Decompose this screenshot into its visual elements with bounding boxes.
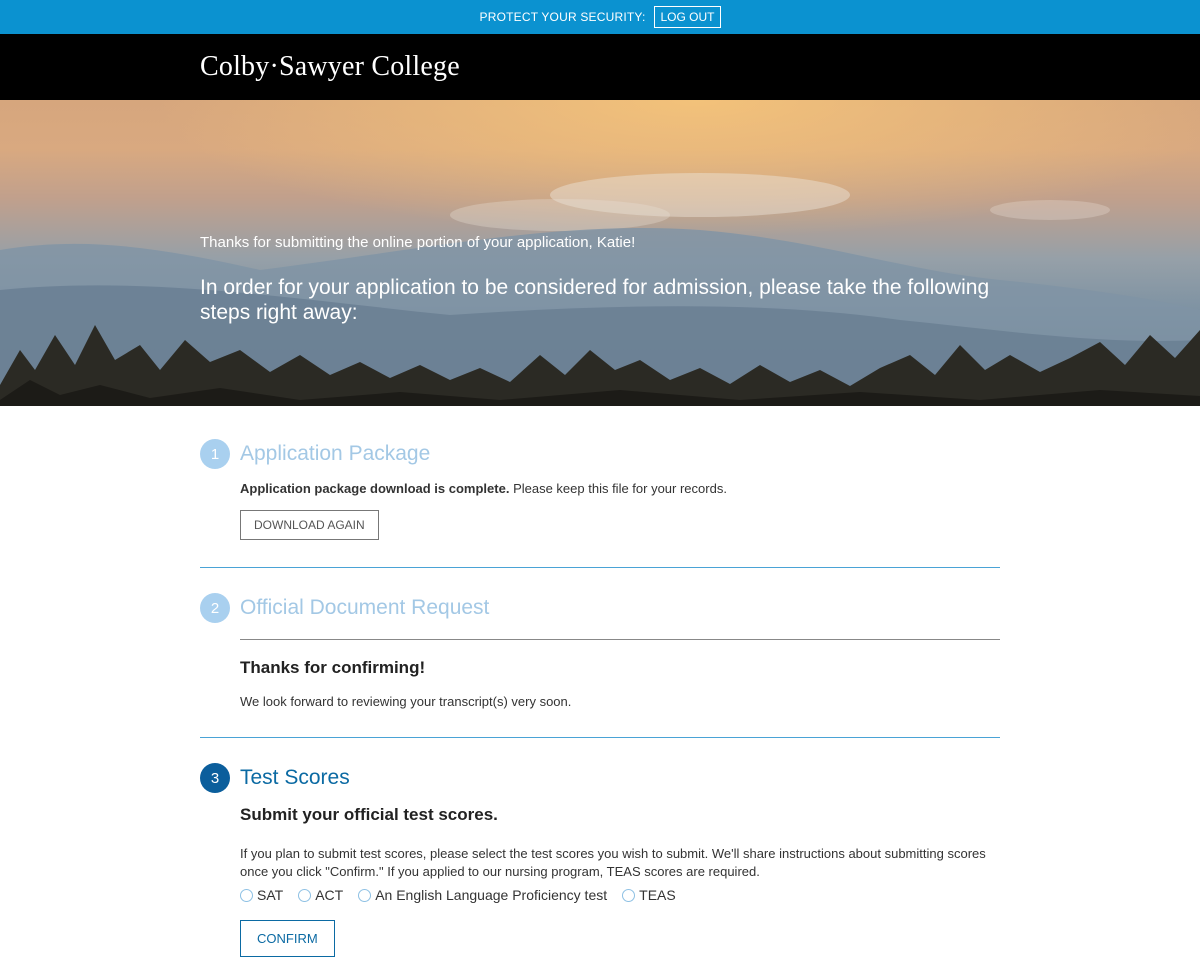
steps-content [200, 406, 1000, 957]
radio-option-english-proficiency[interactable] [358, 887, 607, 903]
security-bar [0, 0, 1200, 34]
step-rule [240, 639, 1000, 640]
hero-heading: In order for your application to be considered for admission, please take the following steps right away: [200, 276, 990, 325]
test-scores-instructions: If you plan to submit test scores, please select the test scores you wish to submit. We'll share instructions about submitting scores once you click "Confirm." If you applied to our nursing program, TEAS scores are required. [240, 846, 986, 879]
logout-button[interactable]: LOG OUT [654, 6, 720, 28]
test-score-options [240, 887, 1000, 903]
download-status-text [240, 481, 1000, 496]
step-number-badge: 1 [200, 439, 230, 469]
step-title: Official Document Request [240, 596, 490, 619]
hero-subtitle: Thanks for submitting the online portion of your application, Katie! [200, 234, 636, 251]
download-again-button[interactable]: DOWNLOAD AGAIN [240, 510, 379, 540]
step-title: Test Scores [240, 766, 350, 789]
radio-option-sat[interactable] [240, 887, 283, 903]
step-header [200, 763, 1000, 793]
confirmation-text: We look forward to reviewing your transcript(s) very soon. [240, 694, 572, 709]
step-body [240, 481, 1000, 540]
step-test-scores [200, 738, 1000, 957]
radio-label: An English Language Proficiency test [375, 887, 608, 903]
radio-button[interactable] [240, 889, 253, 902]
mountain-landscape-image [0, 100, 1200, 406]
brand-header [0, 34, 1200, 100]
college-logo: Colby·Sawyer College [200, 51, 460, 82]
step-number-badge: 2 [200, 593, 230, 623]
step-header [200, 439, 1000, 469]
step-title: Application Package [240, 442, 431, 465]
radio-label: SAT [257, 887, 284, 903]
download-note: Please keep this file for your records. [509, 481, 727, 496]
download-complete-label: Application package download is complete. [240, 481, 510, 496]
confirm-button[interactable]: CONFIRM [240, 920, 335, 957]
step-header [200, 593, 1000, 623]
security-label: PROTECT YOUR SECURITY: [479, 10, 646, 24]
radio-option-act[interactable] [298, 887, 343, 903]
radio-button[interactable] [622, 889, 635, 902]
radio-option-teas[interactable] [622, 887, 676, 903]
radio-button[interactable] [358, 889, 371, 902]
radio-label: TEAS [639, 887, 676, 903]
step-official-document-request [200, 568, 1000, 709]
radio-button[interactable] [298, 889, 311, 902]
step-application-package [200, 406, 1000, 540]
step-body [240, 805, 1000, 957]
confirmation-heading: Thanks for confirming! [240, 658, 426, 677]
step-body [240, 639, 1000, 709]
radio-label: ACT [315, 887, 344, 903]
test-scores-heading: Submit your official test scores. [240, 805, 498, 824]
step-number-badge: 3 [200, 763, 230, 793]
hero-banner [0, 100, 1200, 406]
